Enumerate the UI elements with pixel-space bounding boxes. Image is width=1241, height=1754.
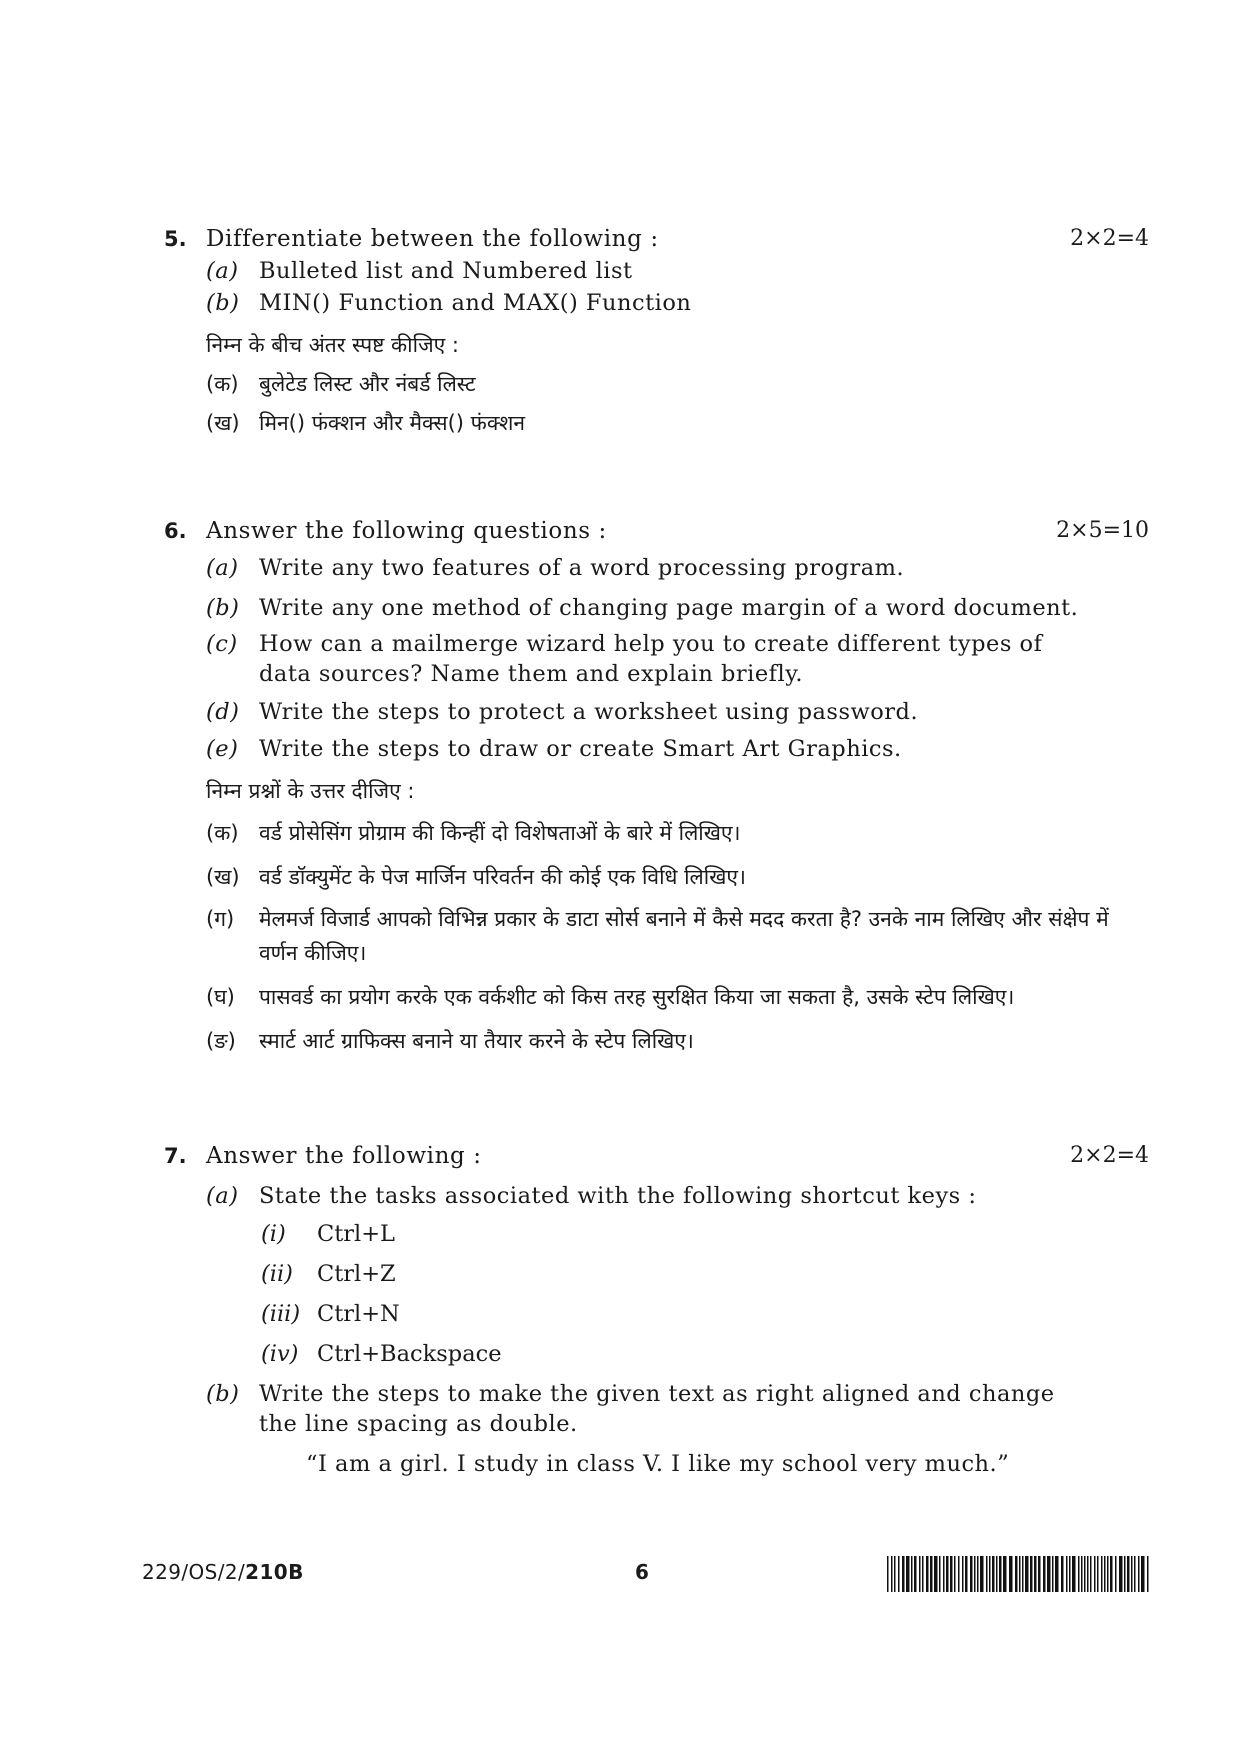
option-a	[164, 256, 1149, 286]
hindi-option-label: (क)	[206, 372, 239, 396]
shortcut-label: (iv)	[261, 1341, 299, 1367]
hindi-option-gha	[164, 980, 1149, 1014]
option-a	[164, 1181, 1149, 1211]
option-label: (b)	[206, 290, 240, 316]
hindi-option-kha	[164, 406, 1149, 440]
option-b	[164, 1379, 1149, 1439]
option-text: Bulleted list and Numbered list	[259, 258, 633, 284]
option-label: (c)	[206, 631, 238, 657]
shortcut-ii	[164, 1259, 1149, 1289]
page-number: 6	[635, 1560, 649, 1584]
sample-text-quote: “I am a girl. I study in class V. I like my school very much.”	[306, 1451, 1010, 1477]
hindi-option-ka	[164, 816, 1149, 850]
option-label: (d)	[206, 699, 240, 725]
hindi-option-label: (ख)	[206, 411, 240, 435]
option-text: Write the steps to make the given text as right aligned and change the line spacing as double.	[259, 1381, 1055, 1437]
hindi-option-label: (क)	[206, 821, 239, 845]
paper-code	[142, 1560, 304, 1584]
option-c	[164, 629, 1149, 689]
hindi-option-text: वर्ड प्रोसेसिंग प्रोग्राम की किन्हीं दो विशेषताओं के बारे में लिखिए।	[259, 821, 741, 845]
option-label: (a)	[206, 258, 239, 284]
hindi-option-nga	[164, 1024, 1149, 1058]
question-number: 7.	[164, 1144, 187, 1168]
option-text: Write the steps to protect a worksheet using password.	[259, 699, 919, 725]
question-6	[164, 514, 1149, 1058]
question-text: Answer the following questions :	[206, 518, 607, 544]
question-header	[164, 222, 1149, 256]
shortcut-label: (i)	[261, 1221, 286, 1247]
question-number: 6.	[164, 519, 187, 543]
option-label: (b)	[206, 1381, 240, 1407]
hindi-heading: निम्न के बीच अंतर स्पष्ट कीजिए :	[206, 333, 460, 357]
shortcut-iv	[164, 1339, 1149, 1369]
option-e	[164, 734, 1149, 764]
hindi-option-text: मेलमर्ज विजार्ड आपको विभिन्न प्रकार के डाटा सोर्स बनाने में कैसे मदद करता है? उनके नाम लिखिए और संक्षेप में वर्णन कीजिए।	[259, 907, 1109, 965]
option-b	[164, 288, 1149, 318]
question-number: 5.	[164, 227, 187, 251]
question-header	[164, 514, 1149, 548]
shortcut-label: (iii)	[261, 1301, 301, 1327]
shortcut-key: Ctrl+Backspace	[317, 1341, 502, 1367]
hindi-option-kha	[164, 860, 1149, 894]
barcode-icon	[887, 1556, 1149, 1592]
hindi-option-text: वर्ड डॉक्युमेंट के पेज मार्जिन परिवर्तन की कोई एक विधि लिखिए।	[259, 865, 746, 889]
question-text: Answer the following :	[206, 1143, 482, 1169]
shortcut-key: Ctrl+Z	[317, 1261, 396, 1287]
option-text: Write any one method of changing page margin of a word document.	[259, 595, 1079, 621]
hindi-option-label: (ङ)	[206, 1029, 236, 1053]
hindi-heading: निम्न प्रश्नों के उत्तर दीजिए :	[206, 779, 415, 803]
paper-code-prefix: 229/OS/2/	[142, 1560, 246, 1584]
question-marks: 2×5=10	[1056, 518, 1149, 543]
hindi-option-text: स्मार्ट आर्ट ग्राफिक्स बनाने या तैयार करने के स्टेप लिखिए।	[259, 1029, 694, 1053]
hindi-option-text: बुलेटेड लिस्ट और नंबर्ड लिस्ट	[259, 372, 476, 396]
paper-code-bold: 210B	[245, 1560, 304, 1584]
hindi-option-label: (घ)	[206, 985, 235, 1009]
question-text: Differentiate between the following :	[206, 226, 659, 252]
question-7	[164, 1139, 1149, 1479]
question-marks: 2×2=4	[1070, 226, 1149, 251]
option-d	[164, 697, 1149, 727]
hindi-option-label: (ख)	[206, 865, 240, 889]
question-header	[164, 1139, 1149, 1173]
shortcut-label: (ii)	[261, 1261, 293, 1287]
option-label: (a)	[206, 1183, 239, 1209]
option-label: (a)	[206, 555, 239, 581]
hindi-option-text: पासवर्ड का प्रयोग करके एक वर्कशीट को किस तरह सुरक्षित किया जा सकता है, उसके स्टेप लिखिए।	[259, 985, 1015, 1009]
option-a	[164, 553, 1149, 583]
option-text: MIN() Function and MAX() Function	[259, 290, 692, 316]
option-text: Write any two features of a word processing program.	[259, 555, 905, 581]
option-b	[164, 593, 1149, 623]
shortcut-iii	[164, 1299, 1149, 1329]
shortcut-key: Ctrl+N	[317, 1301, 400, 1327]
hindi-option-ka	[164, 367, 1149, 401]
hindi-option-ga	[164, 902, 1149, 970]
question-5	[164, 222, 1149, 440]
option-label: (b)	[206, 595, 240, 621]
page-footer	[142, 1556, 1149, 1596]
option-text: Write the steps to draw or create Smart Art Graphics.	[259, 736, 902, 762]
hindi-option-label: (ग)	[206, 907, 235, 931]
option-label: (e)	[206, 736, 239, 762]
hindi-option-text: मिन() फंक्शन और मैक्स() फंक्शन	[259, 411, 526, 435]
shortcut-key: Ctrl+L	[317, 1221, 396, 1247]
option-text: State the tasks associated with the following shortcut keys :	[259, 1183, 977, 1209]
option-text: How can a mailmerge wizard help you to create different types of data sources? Name them and explain briefly.	[259, 631, 1043, 687]
question-marks: 2×2=4	[1070, 1143, 1149, 1168]
shortcut-i	[164, 1219, 1149, 1249]
